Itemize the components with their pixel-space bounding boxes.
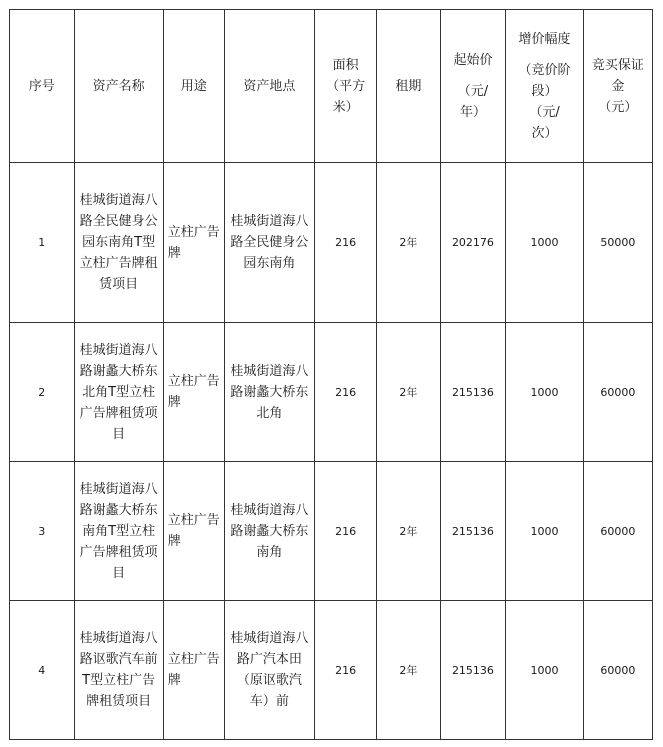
cell-increment: 1000 bbox=[506, 323, 583, 462]
table-row bbox=[10, 163, 653, 323]
asset-table bbox=[9, 9, 653, 740]
header-increment-line: 段） bbox=[531, 83, 558, 99]
cell-use: 立柱广告牌 bbox=[163, 462, 224, 601]
header-use: 用途 bbox=[163, 10, 224, 163]
header-name: 资产名称 bbox=[74, 10, 163, 163]
header-deposit bbox=[583, 10, 652, 163]
header-price-line: 年） bbox=[459, 104, 486, 120]
header-area-line: （平方 bbox=[326, 78, 366, 94]
cell-name: 桂城街道海八路全民健身公园东南角T型立柱广告牌租赁项目 bbox=[74, 163, 163, 323]
header-no: 序号 bbox=[10, 10, 75, 163]
header-increment-line: （元/ bbox=[529, 104, 560, 120]
cell-use: 立柱广告牌 bbox=[163, 323, 224, 462]
header-location: 资产地点 bbox=[224, 10, 314, 163]
header-increment-line: 次） bbox=[531, 125, 558, 141]
cell-increment: 1000 bbox=[506, 601, 583, 740]
cell-area: 216 bbox=[315, 601, 377, 740]
header-increment bbox=[506, 10, 583, 163]
cell-term: 2年 bbox=[377, 323, 440, 462]
cell-no: 2 bbox=[10, 323, 75, 462]
cell-term: 2年 bbox=[377, 462, 440, 601]
cell-area: 216 bbox=[315, 462, 377, 601]
cell-no: 3 bbox=[10, 462, 75, 601]
cell-term: 2年 bbox=[377, 601, 440, 740]
cell-deposit: 60000 bbox=[583, 323, 652, 462]
cell-no: 1 bbox=[10, 163, 75, 323]
table-row bbox=[10, 323, 653, 462]
cell-location: 桂城街道海八路谢蠡大桥东北角 bbox=[224, 323, 314, 462]
cell-name: 桂城街道海八路讴歌汽车前T型立柱广告牌租赁项目 bbox=[74, 601, 163, 740]
cell-location: 桂城街道海八路广汽本田（原讴歌汽车）前 bbox=[224, 601, 314, 740]
header-area bbox=[315, 10, 377, 163]
table-header-row bbox=[10, 10, 653, 163]
cell-increment: 1000 bbox=[506, 462, 583, 601]
cell-use: 立柱广告牌 bbox=[163, 601, 224, 740]
cell-name: 桂城街道海八路谢蠡大桥东北角T型立柱广告牌租赁项目 bbox=[74, 323, 163, 462]
header-deposit-line: 竞买保证 bbox=[591, 57, 644, 73]
cell-name: 桂城街道海八路谢蠡大桥东南角T型立柱广告牌租赁项目 bbox=[74, 462, 163, 601]
header-spacer bbox=[510, 50, 578, 60]
cell-increment: 1000 bbox=[506, 163, 583, 323]
cell-location: 桂城街道海八路谢蠡大桥东南角 bbox=[224, 462, 314, 601]
cell-deposit: 60000 bbox=[583, 601, 652, 740]
header-price bbox=[440, 10, 506, 163]
header-deposit-line: 金 bbox=[611, 78, 625, 94]
cell-use: 立柱广告牌 bbox=[163, 163, 224, 323]
header-price-line: （元/ bbox=[457, 83, 489, 99]
cell-area: 216 bbox=[315, 323, 377, 462]
table-row bbox=[10, 462, 653, 601]
header-increment-line: 增价幅度 bbox=[518, 31, 571, 47]
header-area-line: 面积 bbox=[332, 57, 359, 73]
cell-deposit: 50000 bbox=[583, 163, 652, 323]
cell-no: 4 bbox=[10, 601, 75, 740]
header-term: 租期 bbox=[377, 10, 440, 163]
header-spacer bbox=[445, 71, 502, 81]
cell-location: 桂城街道海八路全民健身公园东南角 bbox=[224, 163, 314, 323]
cell-price: 202176 bbox=[440, 163, 506, 323]
header-increment-line: （竞价阶 bbox=[518, 62, 571, 78]
header-area-line: 米） bbox=[332, 99, 359, 115]
cell-area: 216 bbox=[315, 163, 377, 323]
table-row bbox=[10, 601, 653, 740]
header-price-line: 起始价 bbox=[453, 52, 493, 68]
cell-term: 2年 bbox=[377, 163, 440, 323]
cell-price: 215136 bbox=[440, 323, 506, 462]
cell-price: 215136 bbox=[440, 462, 506, 601]
header-deposit-line: （元） bbox=[598, 99, 638, 115]
cell-price: 215136 bbox=[440, 601, 506, 740]
cell-deposit: 60000 bbox=[583, 462, 652, 601]
